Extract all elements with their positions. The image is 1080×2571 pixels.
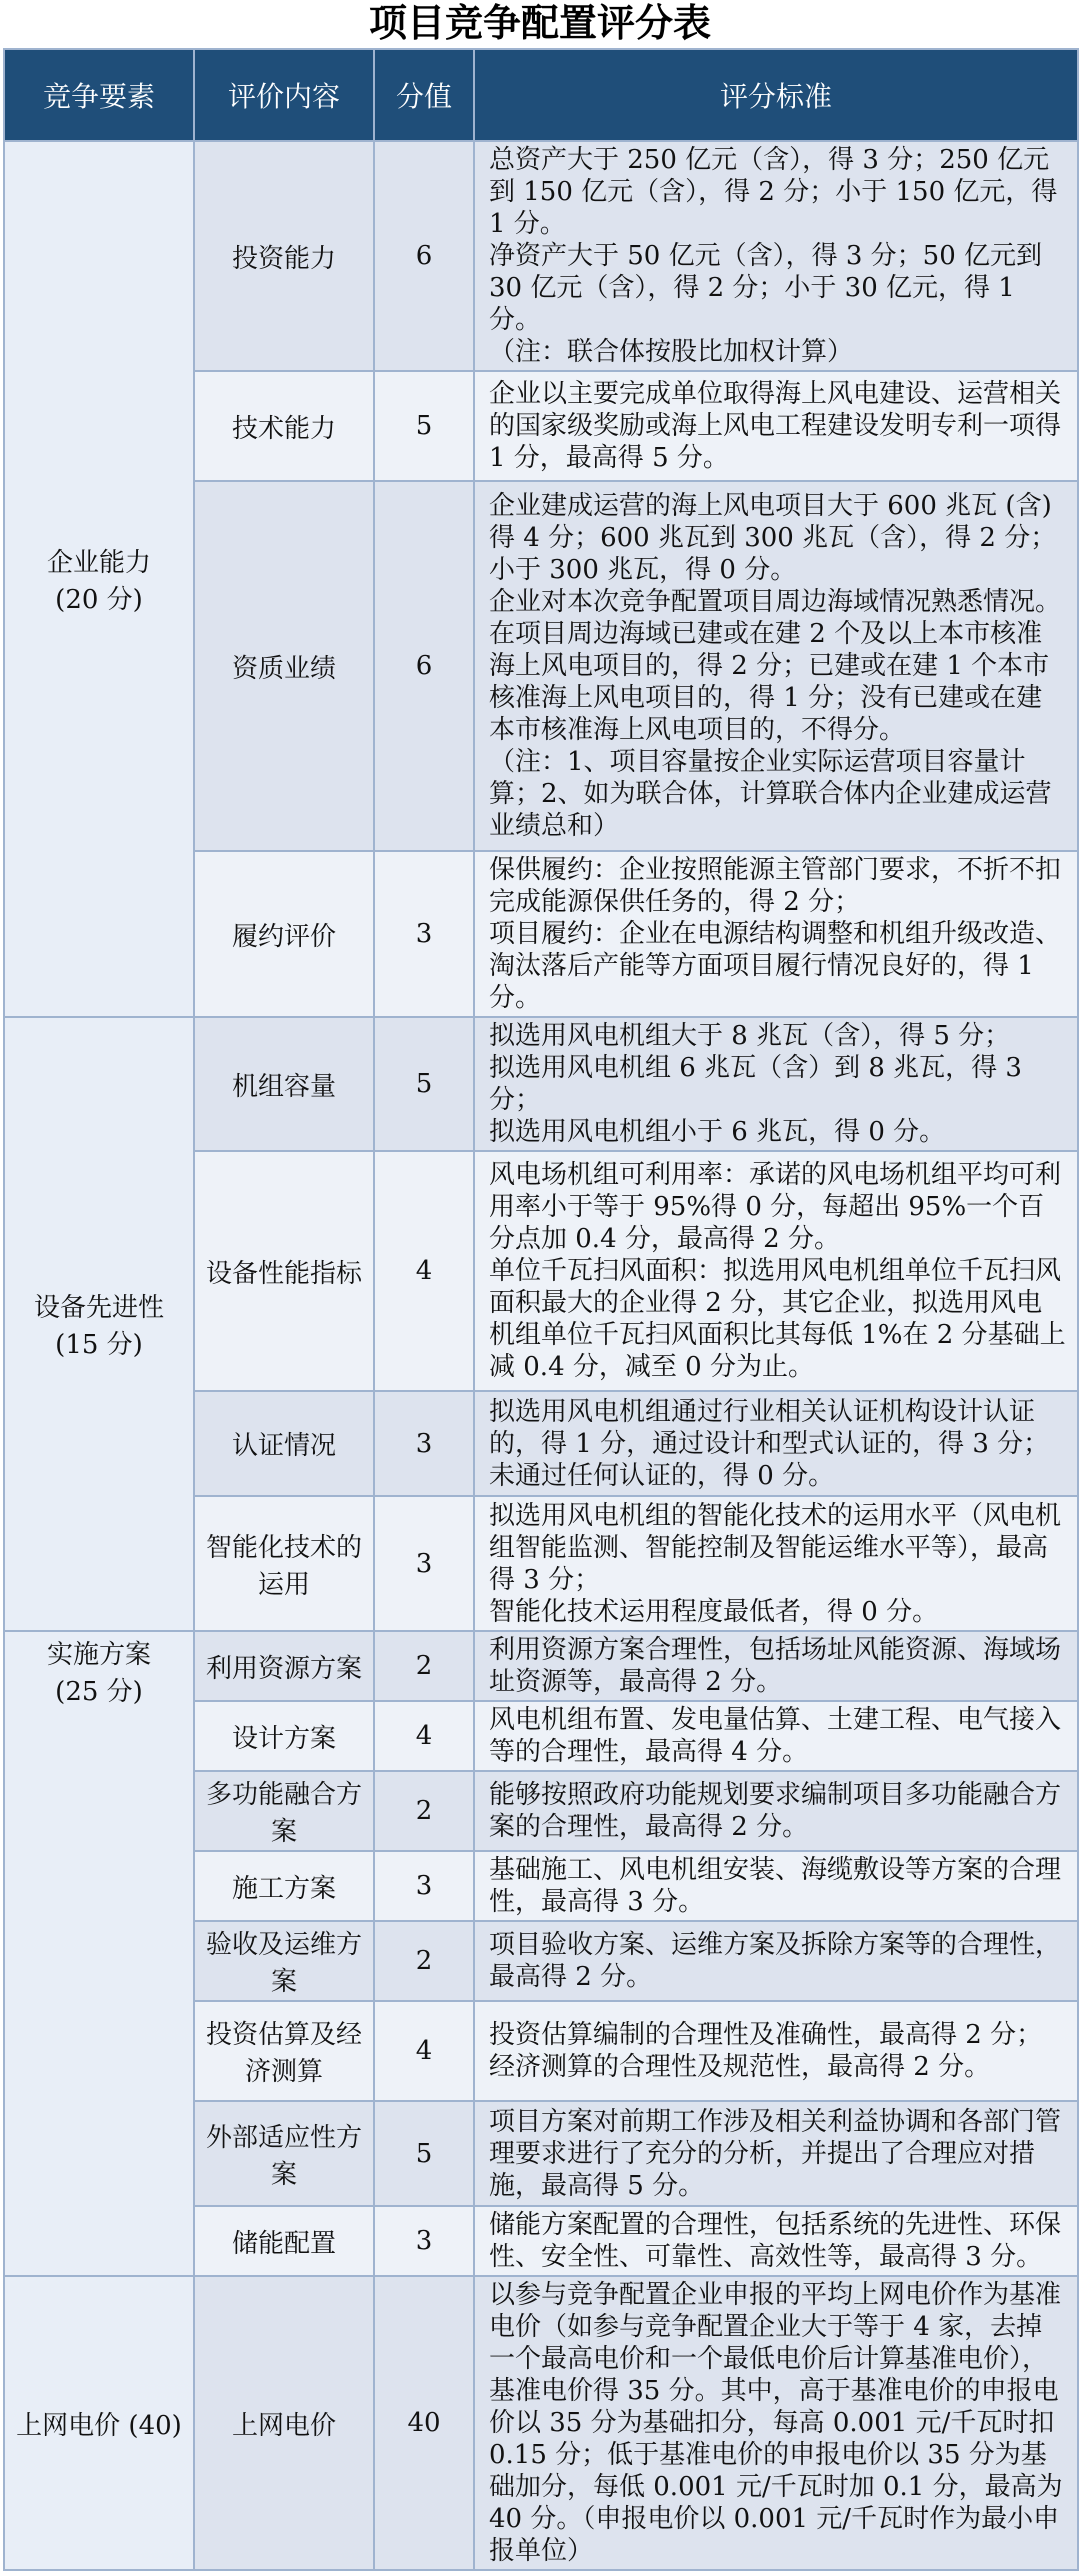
- header-row: [4, 49, 1078, 141]
- criteria-cell: 利用资源方案合理性，包括场址风能资源、海域场址资源等，最高得 2 分。: [474, 1631, 1078, 1701]
- criteria-cell: 保供履约：企业按照能源主管部门要求，不折不扣完成能源保供任务的，得 2 分； 项目履约：企业在电源结构调整和机组升级改造、淘汰落后产能等方面项目履行情况良好的，得 1 分。: [474, 851, 1078, 1017]
- item-cell: 上网电价: [194, 2276, 374, 2570]
- factor-cell: 设备先进性 (15 分): [4, 1017, 194, 1631]
- table-row: [4, 1017, 1078, 1151]
- score-cell: 4: [374, 2001, 474, 2101]
- score-cell: 3: [374, 851, 474, 1017]
- item-cell: 施工方案: [194, 1851, 374, 1921]
- criteria-cell: 项目方案对前期工作涉及相关利益协调和各部门管理要求进行了充分的分析，并提出了合理应对措施，最高得 5 分。: [474, 2101, 1078, 2206]
- score-cell: 5: [374, 1017, 474, 1151]
- item-cell: 投资估算及经济测算: [194, 2001, 374, 2101]
- score-cell: 3: [374, 2206, 474, 2276]
- score-cell: 2: [374, 1631, 474, 1701]
- item-cell: 设备性能指标: [194, 1151, 374, 1391]
- item-cell: 验收及运维方案: [194, 1921, 374, 2001]
- score-cell: 6: [374, 481, 474, 851]
- criteria-cell: 拟选用风电机组大于 8 兆瓦（含），得 5 分； 拟选用风电机组 6 兆瓦（含）到 8 兆瓦，得 3 分； 拟选用风电机组小于 6 兆瓦，得 0 分。: [474, 1017, 1078, 1151]
- criteria-cell: 基础施工、风电机组安装、海缆敷设等方案的合理性，最高得 3 分。: [474, 1851, 1078, 1921]
- criteria-cell: 企业建成运营的海上风电项目大于 600 兆瓦 (含) 得 4 分；600 兆瓦到 300 兆瓦（含），得 2 分；小于 300 兆瓦，得 0 分。 企业对本次竞争配置项目周边海域情况熟悉情况。在项目周边海域已建或在建 2 个及以上本市核准海上风电项目的，得 2 分；已建或在建 1 个本市核准海上风电项目的，得 1 分；没有已建或在建本市核准海上风电项目的，不得分。 （注：1、项目容量按企业实际运营项目容量计算；2、如为联合体，计算联合体内企业建成运营业绩总和）: [474, 481, 1078, 851]
- score-cell: 40: [374, 2276, 474, 2570]
- score-cell: 5: [374, 2101, 474, 2206]
- criteria-cell: 风电场机组可利用率：承诺的风电场机组平均可利用率小于等于 95%得 0 分，每超出 95%一个百分点加 0.4 分，最高得 2 分。 单位千瓦扫风面积：拟选用风电机组单位千瓦扫风面积最大的企业得 2 分，其它企业，拟选用风电机组单位千瓦扫风面积比其每低 1%在 2 分基础上减 0.4 分，减至 0 分为止。: [474, 1151, 1078, 1391]
- score-cell: 3: [374, 1391, 474, 1496]
- score-cell: 2: [374, 1921, 474, 2001]
- criteria-cell: 拟选用风电机组通过行业相关认证机构设计认证的，得 1 分，通过设计和型式认证的，得 3 分；未通过任何认证的，得 0 分。: [474, 1391, 1078, 1496]
- item-cell: 储能配置: [194, 2206, 374, 2276]
- header-factor: 竞争要素: [4, 49, 194, 141]
- score-cell: 4: [374, 1151, 474, 1391]
- item-cell: 技术能力: [194, 371, 374, 481]
- criteria-cell: 能够按照政府功能规划要求编制项目多功能融合方案的合理性，最高得 2 分。: [474, 1771, 1078, 1851]
- factor-cell: 上网电价 (40): [4, 2276, 194, 2570]
- item-cell: 利用资源方案: [194, 1631, 374, 1701]
- item-cell: 机组容量: [194, 1017, 374, 1151]
- header-criteria: 评分标准: [474, 49, 1078, 141]
- item-cell: 外部适应性方案: [194, 2101, 374, 2206]
- criteria-cell: 企业以主要完成单位取得海上风电建设、运营相关的国家级奖励或海上风电工程建设发明专利一项得 1 分，最高得 5 分。: [474, 371, 1078, 481]
- score-cell: 6: [374, 141, 474, 371]
- header-score: 分值: [374, 49, 474, 141]
- item-cell: 智能化技术的运用: [194, 1496, 374, 1631]
- table-row: [4, 141, 1078, 371]
- criteria-cell: 风电机组布置、发电量估算、土建工程、电气接入等的合理性，最高得 4 分。: [474, 1701, 1078, 1771]
- table-row: [4, 2276, 1078, 2570]
- criteria-cell: 总资产大于 250 亿元（含），得 3 分；250 亿元到 150 亿元（含），得 2 分；小于 150 亿元，得 1 分。 净资产大于 50 亿元（含），得 3 分；50 亿元到 30 亿元（含），得 2 分；小于 30 亿元，得 1 分。 （注：联合体按股比加权计算）: [474, 141, 1078, 371]
- header-item: 评价内容: [194, 49, 374, 141]
- score-cell: 2: [374, 1771, 474, 1851]
- item-cell: 认证情况: [194, 1391, 374, 1496]
- item-cell: 投资能力: [194, 141, 374, 371]
- criteria-cell: 储能方案配置的合理性，包括系统的先进性、环保性、安全性、可靠性、高效性等，最高得 3 分。: [474, 2206, 1078, 2276]
- factor-cell: 实施方案 (25 分): [4, 1631, 194, 2276]
- criteria-cell: 投资估算编制的合理性及准确性，最高得 2 分； 经济测算的合理性及规范性，最高得 2 分。: [474, 2001, 1078, 2101]
- factor-cell: 企业能力 (20 分): [4, 141, 194, 1017]
- score-cell: 4: [374, 1701, 474, 1771]
- scoring-table: [3, 48, 1079, 2571]
- item-cell: 多功能融合方案: [194, 1771, 374, 1851]
- criteria-cell: 拟选用风电机组的智能化技术的运用水平（风电机组智能监测、智能控制及智能运维水平等），最高得 3 分； 智能化技术运用程度最低者，得 0 分。: [474, 1496, 1078, 1631]
- item-cell: 设计方案: [194, 1701, 374, 1771]
- criteria-cell: 以参与竞争配置企业申报的平均上网电价作为基准电价（如参与竞争配置企业大于等于 4 家，去掉一个最高电价和一个最低电价后计算基准电价），基准电价得 35 分。其中，高于基准电价的申报电价以 35 分为基础扣分，每高 0.001 元/千瓦时扣 0.15 分；低于基准电价的申报电价以 35 分为基础加分，每低 0.001 元/千瓦时加 0.1 分，最高为 40 分。（申报电价以 0.001 元/千瓦时作为最小申报单位）: [474, 2276, 1078, 2570]
- score-cell: 3: [374, 1851, 474, 1921]
- score-cell: 3: [374, 1496, 474, 1631]
- table-title: 项目竞争配置评分表: [368, 1, 711, 45]
- item-cell: 履约评价: [194, 851, 374, 1017]
- criteria-cell: 项目验收方案、运维方案及拆除方案等的合理性，最高得 2 分。: [474, 1921, 1078, 2001]
- score-cell: 5: [374, 371, 474, 481]
- item-cell: 资质业绩: [194, 481, 374, 851]
- table-row: [4, 1631, 1078, 1701]
